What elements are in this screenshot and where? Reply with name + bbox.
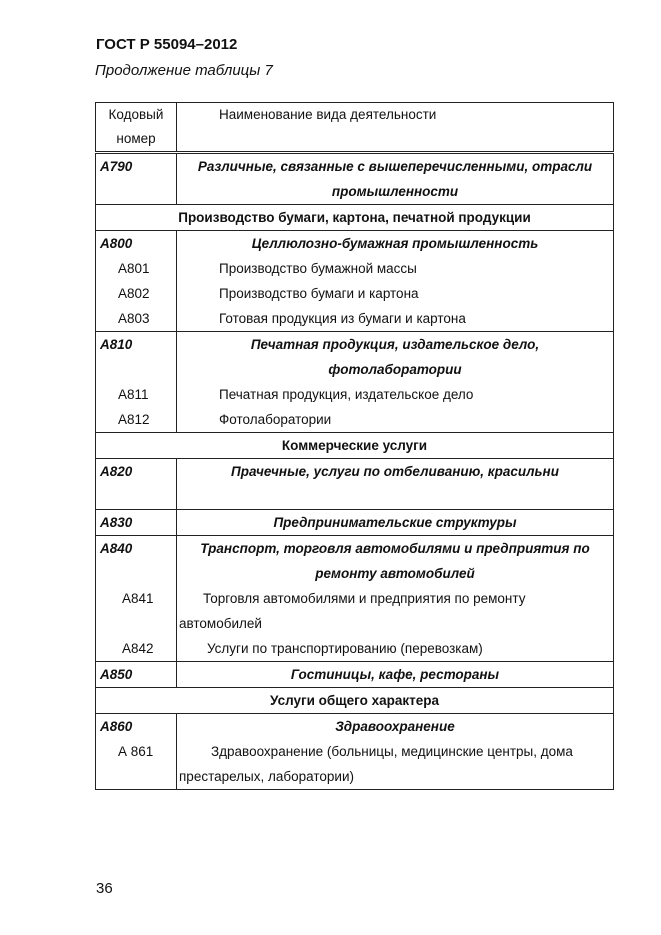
subname: Готовая продукция из бумаги и картона (219, 311, 466, 326)
group-name-line-2: промышленности (331, 184, 459, 199)
group-code: А860 (100, 719, 133, 734)
subname-line-2: престарелых, лаборатории) (179, 769, 354, 784)
subname-line-1: Здравоохранение (больницы, медицинские центры, дома (211, 744, 573, 759)
section-row-commercial (96, 433, 614, 459)
group-code-cell (96, 153, 177, 205)
group-code-cell (96, 714, 177, 790)
spacer (96, 357, 176, 382)
table-continuation-caption: Продолжение таблицы 7 (95, 62, 273, 79)
subcode: А802 (118, 286, 150, 301)
group-code-cell (96, 332, 177, 433)
header-code-line-1: Кодовый (108, 107, 164, 122)
spacer (177, 484, 613, 509)
header-name-text: Наименование вида деятельности (219, 107, 437, 122)
group-name-cell (177, 662, 614, 688)
spacer (96, 611, 176, 636)
group-code-cell (96, 536, 177, 662)
group-code: А840 (100, 541, 133, 556)
group-name: Гостиницы, кафе, рестораны (290, 667, 500, 682)
standard-number: ГОСТ Р 55094–2012 (96, 36, 238, 53)
section-title-cell (96, 433, 614, 459)
group-name-cell (177, 459, 614, 510)
section-row-general-services (96, 688, 614, 714)
group-code-cell (96, 231, 177, 332)
group-code-cell (96, 459, 177, 510)
table-row-a800 (96, 231, 614, 332)
page-number: 36 (96, 880, 113, 897)
subname: Производство бумаги и картона (219, 286, 419, 301)
group-name-cell (177, 153, 614, 205)
table-row-a860 (96, 714, 614, 790)
subcode: А812 (118, 412, 150, 427)
group-name: Здравоохранение (335, 719, 455, 734)
group-name-line-1: Печатная продукция, издательское дело, (250, 337, 540, 352)
subname: Услуги по транспортированию (перевозкам) (207, 641, 483, 656)
group-code: А790 (100, 159, 133, 174)
group-name-line-1: Транспорт, торговля автомобилями и предприятия по (200, 541, 590, 556)
group-code: А800 (100, 236, 133, 251)
group-name: Прачечные, услуги по отбеливанию, красильни (231, 464, 559, 479)
section-row-paper (96, 205, 614, 231)
section-title: Коммерческие услуги (281, 438, 428, 453)
group-name-cell (177, 510, 614, 536)
header-code-column (96, 103, 177, 153)
subname: Фотолаборатории (219, 412, 332, 427)
group-code: А830 (100, 515, 133, 530)
group-code-cell (96, 662, 177, 688)
group-code-cell (96, 510, 177, 536)
table-row-a820 (96, 459, 614, 510)
group-name-cell (177, 536, 614, 662)
subcode: А 861 (118, 744, 154, 759)
table-header-row (96, 103, 614, 153)
spacer (96, 561, 176, 586)
section-title: Производство бумаги, картона, печатной продукции (178, 210, 531, 225)
table-row-a850 (96, 662, 614, 688)
group-name-line-2: фотолаборатории (328, 362, 462, 377)
subname: Печатная продукция, издательское дело (219, 387, 474, 402)
group-name-cell (177, 231, 614, 332)
subname-line-1: Торговля автомобилями и предприятия по ремонту (203, 591, 526, 606)
section-title-cell (96, 688, 614, 714)
table-row-a810 (96, 332, 614, 433)
group-name: Предпринимательские структуры (273, 515, 517, 530)
header-name-column (177, 103, 614, 153)
activity-code-table (95, 102, 614, 790)
group-name-cell (177, 714, 614, 790)
group-name-cell (177, 332, 614, 433)
subcode: А803 (118, 311, 150, 326)
header-code-line-2: номер (116, 131, 156, 146)
subcode: А801 (118, 261, 150, 276)
subcode: А842 (122, 641, 154, 656)
subcode: А811 (118, 387, 149, 402)
subcode: А841 (122, 591, 154, 606)
spacer (96, 764, 176, 789)
table-row-a830 (96, 510, 614, 536)
subname: Производство бумажной массы (219, 261, 417, 276)
group-code: А810 (100, 337, 133, 352)
group-name-line-2: ремонту автомобилей (315, 566, 475, 581)
section-title-cell (96, 205, 614, 231)
table-row-a790 (96, 153, 614, 205)
group-code: А820 (100, 464, 133, 479)
table-row-a840 (96, 536, 614, 662)
group-name: Целлюлозно-бумажная промышленность (251, 236, 539, 251)
subname-line-2: автомобилей (179, 616, 262, 631)
group-code: А850 (100, 667, 133, 682)
spacer (96, 484, 176, 509)
section-title: Услуги общего характера (270, 693, 439, 708)
group-name-line-1: Различные, связанные с вышеперечисленными, отрасли (197, 159, 593, 174)
